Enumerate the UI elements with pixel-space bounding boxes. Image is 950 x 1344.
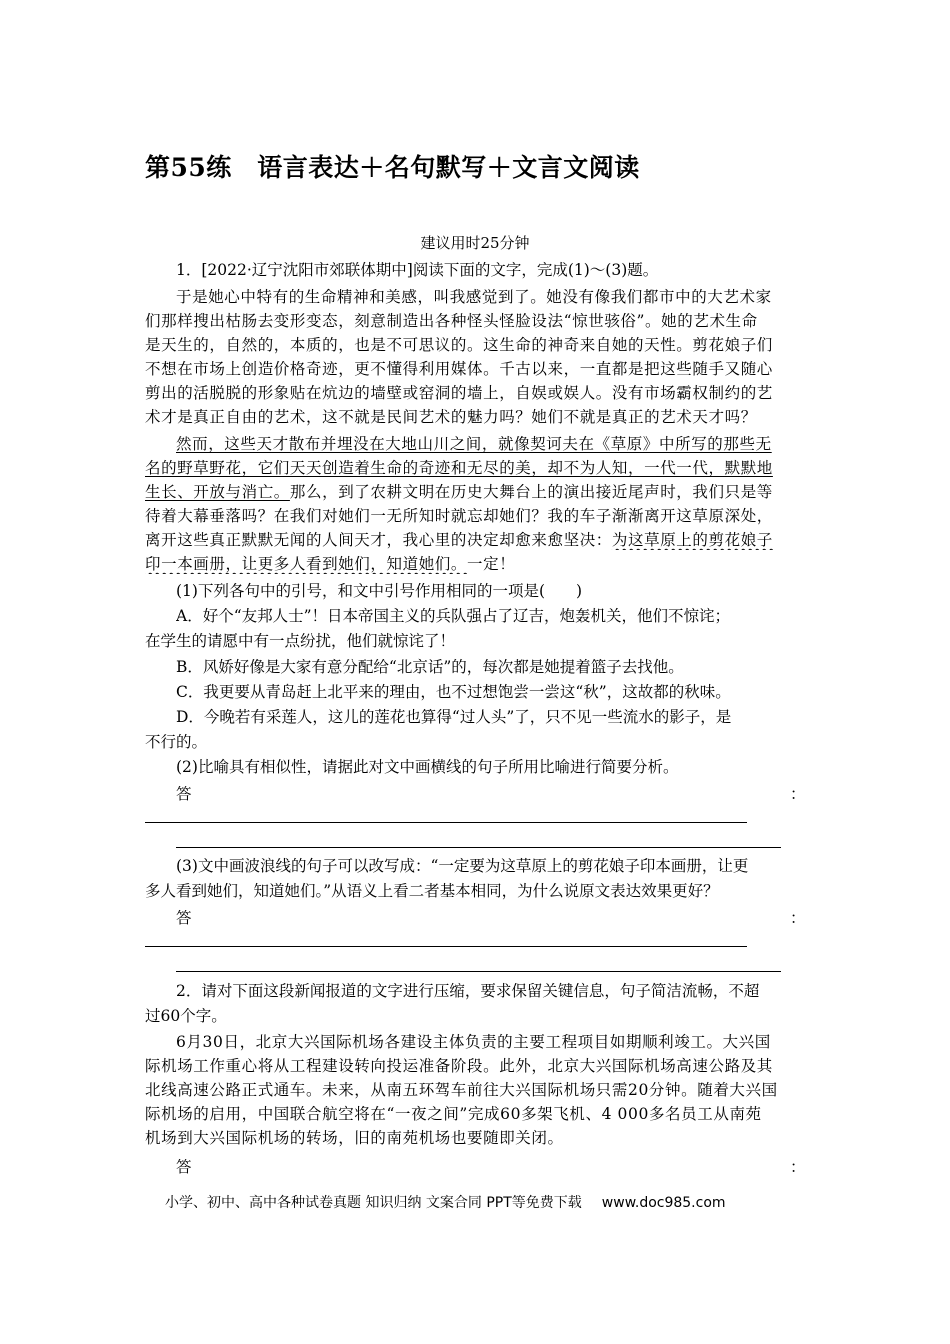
sub-question-1: (1)下列各句中的引号，和文中引号作用相同的一项是( ) xyxy=(176,582,583,600)
news-line: 际机场工作重心将从工程建设转向投运准备阶段。此外，北京大兴国际机场高速公路及其 xyxy=(145,1057,773,1075)
answer-colon: ： xyxy=(790,785,806,803)
option-c: C．我更要从青岛赶上北平来的理由，也不过想饱尝一尝这“秋”，这故都的秋味。 xyxy=(176,683,731,701)
answer-label: 答 xyxy=(176,1158,192,1176)
passage-line: 们那样搜出枯肠去变形变态，刻意制造出各种怪头怪脸设法“惊世骇俗”。她的艺术生命 xyxy=(145,312,758,330)
passage-line: 不想在市场上创造价格奇迹，更不懂得利用媒体。千古以来，一直都是把这些随手又随心 xyxy=(145,360,773,378)
option-a: A．好个“友邦人士”！日本帝国主义的兵队强占了辽吉，炮轰机关，他们不惊诧； xyxy=(176,607,731,625)
question-2: 2．请对下面这段新闻报道的文字进行压缩，要求保留关键信息，句子简洁流畅，不超 xyxy=(176,982,760,1000)
page-title: 第55练 语言表达＋名句默写＋文言文阅读 xyxy=(145,153,640,182)
underlined-sentence: 名的野草野花，它们天天创造着生命的奇迹和无尽的美，却不为人知，一代一代，默默地 xyxy=(145,459,773,477)
sub-question-2: (2)比喻具有相似性，请据此对文中画横线的句子所用比喻进行简要分析。 xyxy=(176,758,679,776)
footer-url[interactable]: www.doc985.com xyxy=(601,1195,726,1211)
passage-text: 一定！ xyxy=(467,555,516,573)
passage-line xyxy=(145,482,807,502)
suggested-time: 建议用时25分钟 xyxy=(420,234,530,252)
answer-label: 答 xyxy=(176,785,192,803)
passage-text: 那么，到了农耕文明在历史大舞台上的演出接近尾声时，我们只是等 xyxy=(289,483,773,501)
wavy-sentence: 印一本画册，让更多人看到她们，知道她们。 xyxy=(145,555,468,573)
option-b: B．风娇好像是大家有意分配给“北京话”的，每次都是她提着篮子去找他。 xyxy=(176,658,684,676)
news-line: 6月30日，北京大兴国际机场各建设主体负责的主要工程项目如期顺利竣工。大兴国 xyxy=(176,1033,771,1051)
passage-line: 于是她心中特有的生命精神和美感，叫我感觉到了。她没有像我们都市中的大艺术家 xyxy=(176,288,772,306)
option-a-cont: 在学生的请愿中有一点纷扰，他们就惊诧了！ xyxy=(145,632,456,650)
passage-line: 剪出的活脱脱的形象贴在炕边的墙壁或窑洞的墙上，自娱或娱人。没有市场霸权制约的艺 xyxy=(145,384,773,402)
footer xyxy=(165,1192,726,1212)
passage-text: 离开这些真正默默无闻的人间天才，我心里的决定却愈来愈坚决： xyxy=(145,531,612,549)
question-2-cont: 过60个字。 xyxy=(145,1007,227,1025)
answer-line[interactable] xyxy=(145,822,747,823)
footer-text: 小学、初中、高中各种试卷真题 知识归纳 文案合同 PPT等免费下载 xyxy=(165,1195,582,1211)
answer-colon: ： xyxy=(790,909,806,927)
answer-line[interactable] xyxy=(145,946,747,947)
passage-line xyxy=(145,530,807,550)
answer-line[interactable] xyxy=(176,847,781,848)
answer-label: 答 xyxy=(176,909,192,927)
question-1-intro: 1．[2022·辽宁沈阳市郊联体期中]阅读下面的文字，完成(1)～(3)题。 xyxy=(176,261,659,279)
underlined-sentence: 然而，这些天才散布并埋没在大地山川之间，就像契诃夫在《草原》中所写的那些无 xyxy=(176,435,772,453)
answer-colon: ： xyxy=(790,1158,806,1176)
answer-line[interactable] xyxy=(176,971,781,972)
passage-line xyxy=(145,554,807,574)
news-line: 机场到大兴国际机场的转场，旧的南苑机场也要随即关闭。 xyxy=(145,1129,564,1147)
option-d: D．今晚若有采莲人，这儿的莲花也算得“过人头”了，只不见一些流水的影子，是 xyxy=(176,708,732,726)
sub-question-3: (3)文中画波浪线的句子可以改写成：“一定要为这草原上的剪花娘子印本画册，让更 xyxy=(176,857,749,875)
news-line: 北线高速公路正式通车。未来，从南五环驾车前往大兴国际机场只需20分钟。随着大兴国 xyxy=(145,1081,778,1099)
passage-line: 是天生的，自然的，本质的，也是不可思议的。这生命的神奇来自她的天性。剪花娘子们 xyxy=(145,336,773,354)
wavy-sentence: 为这草原上的剪花娘子 xyxy=(611,531,773,549)
news-line: 际机场的启用，中国联合航空将在“一夜之间”完成60多架飞机、4 000多名员工从南苑 xyxy=(145,1105,762,1123)
passage-line: 待着大幕垂落吗？在我们对她们一无所知时就忘却她们？我的车子渐渐离开这草原深处， xyxy=(145,507,773,525)
underlined-sentence: 生长、开放与消亡。 xyxy=(145,483,290,501)
passage-line: 术才是真正自由的艺术，这不就是民间艺术的魅力吗？她们不就是真正的艺术天才吗？ xyxy=(145,408,757,426)
sub-question-3-cont: 多人看到她们，知道她们。”从语义上看二者基本相同，为什么说原文表达效果更好？ xyxy=(145,882,719,900)
option-d-cont: 不行的。 xyxy=(145,733,208,751)
